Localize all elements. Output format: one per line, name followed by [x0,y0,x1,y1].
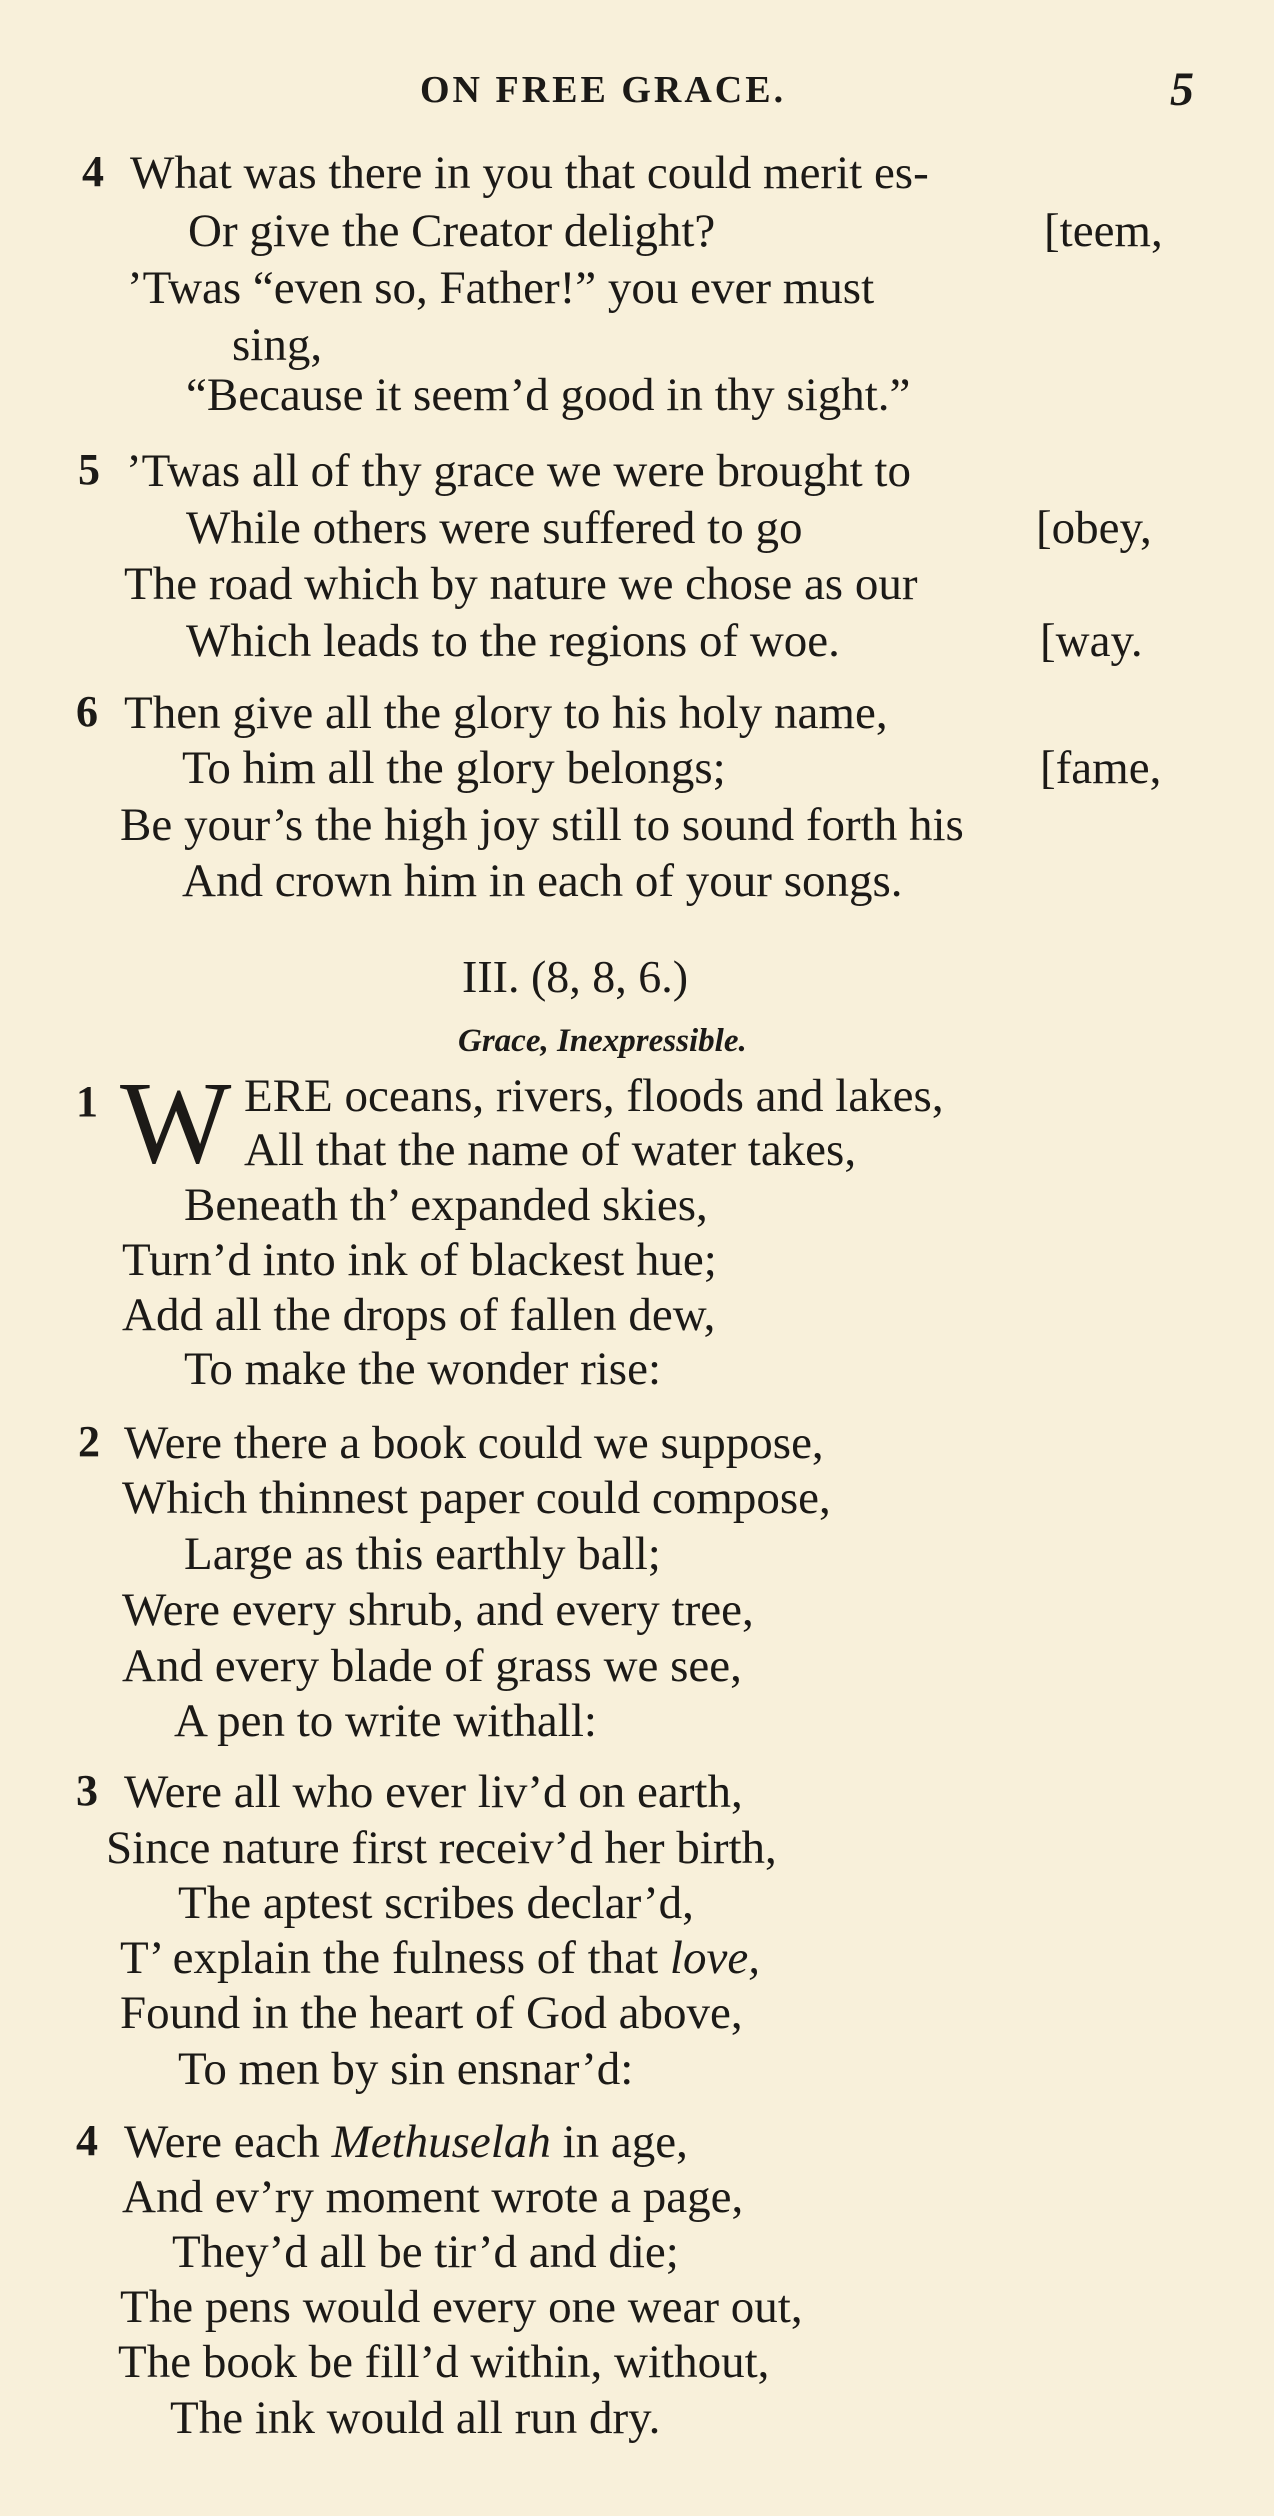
verse-line: Beneath th’ expanded skies, [184,1179,708,1231]
verse-line [120,1932,760,1984]
verse-line: Add all the drops of fallen dew, [122,1289,716,1341]
verse-line: To him all the glory belongs; [182,742,726,794]
hymn-title: III. (8, 8, 6.) [462,951,689,1002]
verse-line: The ink would all run dry. [170,2392,661,2444]
verse-line: Were every shrub, and every tree, [122,1584,754,1636]
verse-line [124,2116,688,2168]
stanza-number: 1 [76,1077,98,1126]
running-title: ON FREE GRACE. [420,69,787,111]
stanza-number: 4 [82,147,104,196]
verse-line: Or give the Creator delight? [188,205,716,257]
verse-line: Then give all the glory to his holy name, [124,687,888,739]
runover-text: [way. [1040,615,1143,667]
stanza-number: 6 [76,687,98,736]
hymn-subtitle: Grace, Inexpressible. [458,1023,747,1059]
verse-line: Were all who ever liv’d on earth, [124,1766,743,1818]
verse-line: And every blade of grass we see, [122,1640,742,1692]
emphasis-word: love, [669,1932,760,1984]
verse-line: A pen to write withall: [174,1695,597,1747]
stanza-number: 4 [76,2116,98,2165]
verse-line: They’d all be tir’d and die; [172,2226,679,2278]
stanza-number: 2 [78,1417,100,1466]
verse-line: The aptest scribes declar’d, [178,1877,694,1929]
emphasis-word: Methuselah [331,2116,551,2168]
verse-line: ’Twas all of thy grace we were brought to [126,445,911,497]
drop-cap: W [120,1057,232,1188]
verse-line: Turn’d into ink of blackest hue; [122,1234,717,1286]
verse-line: Found in the heart of God above, [120,1987,743,2039]
verse-line: The pens would every one wear out, [120,2281,803,2333]
verse-line: And ev’ry moment wrote a page, [122,2171,744,2223]
verse-line: To make the wonder rise: [184,1343,661,1395]
verse-line: What was there in you that could merit es- [130,147,929,199]
stanza-number: 5 [78,445,100,494]
verse-line: The road which by nature we chose as our [124,558,918,610]
verse-line: Be your’s the high joy still to sound forth his [120,799,964,851]
runover-text: [obey, [1036,502,1152,554]
verse-line: Which leads to the regions of woe. [186,615,840,667]
verse-line: Were there a book could we suppose, [124,1417,824,1469]
runover-text: [fame, [1040,742,1162,794]
verse-line: All that the name of water takes, [244,1124,857,1176]
verse-line: And crown him in each of your songs. [182,855,903,907]
verse-line: The book be fill’d within, without, [118,2336,770,2388]
verse-line: ERE oceans, rivers, floods and lakes, [244,1070,944,1122]
verse-text: Were each [124,2116,332,2168]
runover-text: [teem, [1044,205,1163,257]
verse-line: Which thinnest paper could compose, [122,1472,831,1524]
verse-line: Since nature first receiv’d her birth, [106,1822,777,1874]
verse-line: Large as this earthly ball; [184,1528,661,1580]
stanza-number: 3 [76,1766,98,1815]
verse-line: sing, [232,319,323,371]
verse-text: T’ explain the fulness of that [120,1932,670,1984]
page-number: 5 [1170,63,1194,116]
verse-line: While others were suffered to go [186,502,803,554]
page-header [0,63,1274,128]
verse-line: To men by sin ensnar’d: [178,2043,634,2095]
verse-line: ’Twas “even so, Father!” you ever must [127,262,875,314]
verse-text: in age, [550,2116,688,2168]
verse-line: “Because it seem’d good in thy sight.” [186,369,911,421]
